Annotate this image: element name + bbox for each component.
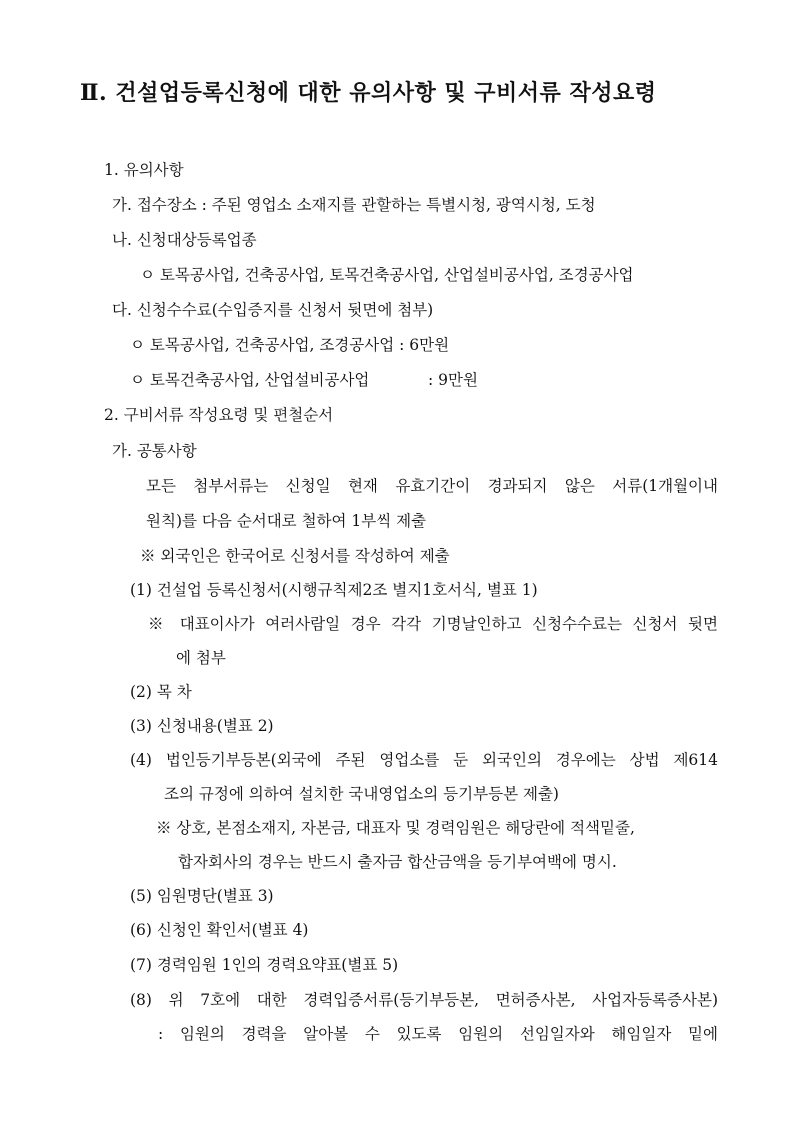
s2-paragraph-line-2: 원칙)를 다음 순서대로 철하여 1부씩 제출 [146, 512, 427, 530]
doc-item-4-line-1: (4) 법인등기부등본(외국에 주된 영업소를 둔 외국인의 경우에는 상법 제614 [130, 751, 718, 769]
s1-da-bullet-2-fee: : 9만원 [428, 371, 478, 389]
s1-na-bullet: ㅇ 토목공사업, 건축공사업, 토목건축공사업, 산업설비공사업, 조경공사업 [140, 266, 634, 284]
doc-item-1-note-line-2: 에 첨부 [176, 649, 226, 667]
doc-item-8-line-1: (8) 위 7호에 대한 경력입증서류(등기부등본, 면허증사본, 사업자등록증사본) [130, 991, 718, 1009]
doc-item-2: (2) 목 차 [130, 683, 192, 701]
section-2-heading: 2. 구비서류 작성요령 및 편철순서 [104, 406, 334, 424]
doc-item-3: (3) 신청내용(별표 2) [130, 717, 274, 735]
s1-item-na: 나. 신청대상등록업종 [112, 231, 257, 249]
s1-da-bullet-1: ㅇ 토목공사업, 건축공사업, 조경공사업 : 6만원 [130, 336, 450, 354]
note-foreigner: ※ 외국인은 한국어로 신청서를 작성하여 제출 [140, 547, 450, 565]
section-1-heading: 1. 유의사항 [104, 161, 184, 179]
s2-paragraph-line-1: 모든 첨부서류는 신청일 현재 유효기간이 경과되지 않은 서류(1개월이내 [146, 477, 718, 495]
doc-item-6: (6) 신청인 확인서(별표 4) [130, 921, 309, 939]
doc-item-4-note-line-1: ※ 상호, 본점소재지, 자본금, 대표자 및 경력임원은 해당란에 적색밑줄, [156, 819, 635, 837]
doc-item-8-line-2: : 임원의 경력을 알아볼 수 있도록 임원의 선임일자와 해임일자 밑에 [158, 1025, 718, 1043]
s2-item-ga: 가. 공통사항 [112, 442, 197, 460]
s1-item-da: 다. 신청수수료(수입증지를 신청서 뒷면에 첨부) [112, 301, 434, 319]
doc-item-1: (1) 건설업 등록신청서(시행규칙제2조 별지1호서식, 별표 1) [130, 581, 538, 599]
doc-item-5: (5) 임원명단(별표 3) [130, 887, 274, 905]
s1-da-bullet-2-name: ㅇ 토목건축공사업, 산업설비공사업 [130, 371, 370, 389]
doc-item-7: (7) 경력임원 1인의 경력요약표(별표 5) [130, 956, 399, 974]
page-title: Ⅱ. 건설업등록신청에 대한 유의사항 및 구비서류 작성요령 [80, 80, 657, 106]
s1-item-ga: 가. 접수장소 : 주된 영업소 소재지를 관할하는 특별시청, 광역시청, 도청 [112, 196, 596, 214]
doc-item-4-note-line-2: 합자회사의 경우는 반드시 출자금 합산금액을 등기부여백에 명시. [178, 853, 617, 871]
doc-item-4-line-2: 조의 규정에 의하여 설치한 국내영업소의 등기부등본 제출) [164, 785, 559, 803]
doc-item-1-note-line-1: ※ 대표이사가 여러사람일 경우 각각 기명날인하고 신청수수료는 신청서 뒷면 [148, 615, 718, 633]
